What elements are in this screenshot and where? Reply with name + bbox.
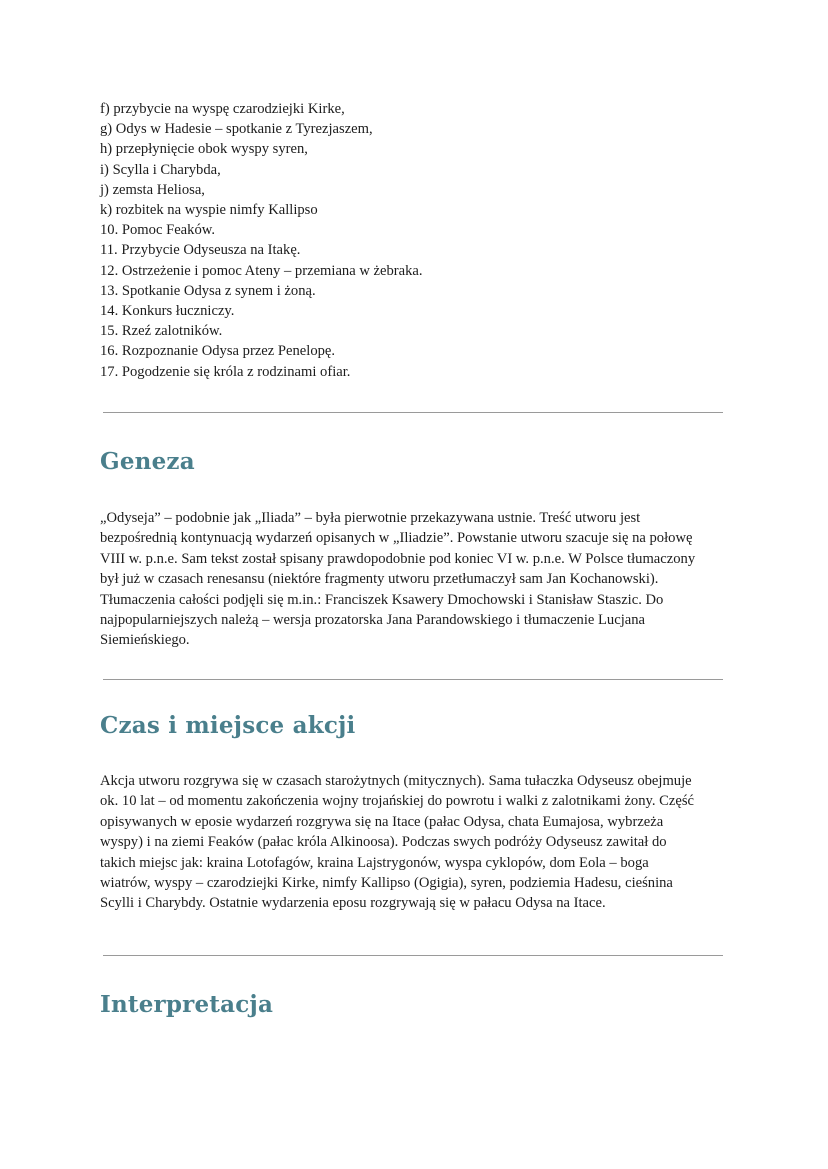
- list-item: 14. Konkurs łuczniczy.: [100, 303, 235, 320]
- section-paragraph-czas-i-miejsce-akcji: [100, 771, 728, 914]
- plot-summary-list-container: [100, 99, 728, 382]
- paragraph-line: Scylli i Charybdy. Ostatnie wydarzenia eposu rozgrywają się w pałacu Odysa na Itace.: [100, 895, 606, 912]
- list-item: 16. Rozpoznanie Odysa przez Penelopę.: [100, 343, 336, 360]
- list-item: 15. Rzeź zalotników.: [100, 323, 223, 340]
- paragraph-line: opisywanych w eposie wydarzeń rozgrywa się na Itace (pałac Odysa, chata Eumajosa, wybrzeża: [100, 813, 664, 830]
- list-item: 11. Przybycie Odyseusza na Itakę.: [100, 242, 301, 259]
- list-item: 13. Spotkanie Odysa z synem i żoną.: [100, 282, 316, 299]
- paragraph-line: wiatrów, wyspy – czarodziejki Kirke, nimfy Kallipso (Ogigia), syren, podziemia Hadesu, cieśnina: [100, 875, 673, 892]
- paragraph-line: ok. 10 lat – od momentu zakończenia wojny trojańskiej do powrotu i walki z zalotnikami żony. Część: [100, 793, 695, 810]
- section-divider: [103, 955, 723, 956]
- paragraph-line: takich miejsc jak: kraina Lotofagów, kraina Lajstrygonów, wyspa cyklopów, dom Eola – boga: [100, 854, 649, 871]
- section-divider: [103, 679, 723, 680]
- list-item: i) Scylla i Charybda,: [100, 161, 221, 178]
- list-item: g) Odys w Hadesie – spotkanie z Tyrezjaszem,: [100, 121, 373, 138]
- paragraph-line: VIII w. p.n.e. Sam tekst został spisany prawdopodobnie pod koniec VI w. p.n.e. W Polsce tłumaczony: [100, 550, 696, 567]
- list-item: f) przybycie na wyspę czarodziejki Kirke,: [100, 101, 345, 117]
- list-item: h) przepłynięcie obok wyspy syren,: [100, 141, 308, 158]
- paragraph-line: Akcja utworu rozgrywa się w czasach starożytnych (mitycznych). Sama tułaczka Odyseusz obejmuje: [100, 773, 692, 789]
- list-item: k) rozbitek na wyspie nimfy Kallipso: [100, 202, 318, 219]
- section-paragraph-geneza: [100, 508, 728, 651]
- section-heading-czas-i-miejsce-akcji: Czas i miejsce akcji: [100, 712, 356, 739]
- list-item: 12. Ostrzeżenie i pomoc Ateny – przemiana w żebraka.: [100, 262, 423, 279]
- paragraph-line: bezpośrednią kontynuacją wydarzeń opisanych w „Iliadzie”. Powstanie utworu szacuje się na połowę: [100, 530, 693, 547]
- paragraph-line: był już w czasach renesansu (niektóre fragmenty utworu przetłumaczył sam Jan Kochanowski).: [100, 571, 659, 588]
- paragraph-line: wyspy) i na ziemi Feaków (pałac króla Alkinoosa). Podczas swych podróży Odyseusz zawitał do: [100, 834, 667, 851]
- section-heading-geneza: Geneza: [100, 448, 195, 475]
- paragraph-line: „Odyseja” – podobnie jak „Iliada” – była pierwotnie przekazywana ustnie. Treść utworu jest: [100, 510, 641, 526]
- list-item: j) zemsta Heliosa,: [100, 181, 205, 198]
- section-divider: [103, 412, 723, 413]
- section-heading-interpretacja: Interpretacja: [100, 991, 274, 1018]
- paragraph-line: Siemieńskiego.: [100, 632, 190, 649]
- plot-summary-list: [100, 99, 728, 382]
- paragraph-line: Tłumaczenia całości podjęli się m.in.: Franciszek Ksawery Dmochowski i Stanisław Staszic. Do: [100, 591, 664, 608]
- list-item: 17. Pogodzenie się króla z rodzinami ofiar.: [100, 363, 351, 380]
- paragraph-line: najpopularniejszych należą – wersja prozatorska Jana Parandowskiego i tłumaczenie Lucjana: [100, 612, 646, 629]
- list-item: 10. Pomoc Feaków.: [100, 222, 215, 239]
